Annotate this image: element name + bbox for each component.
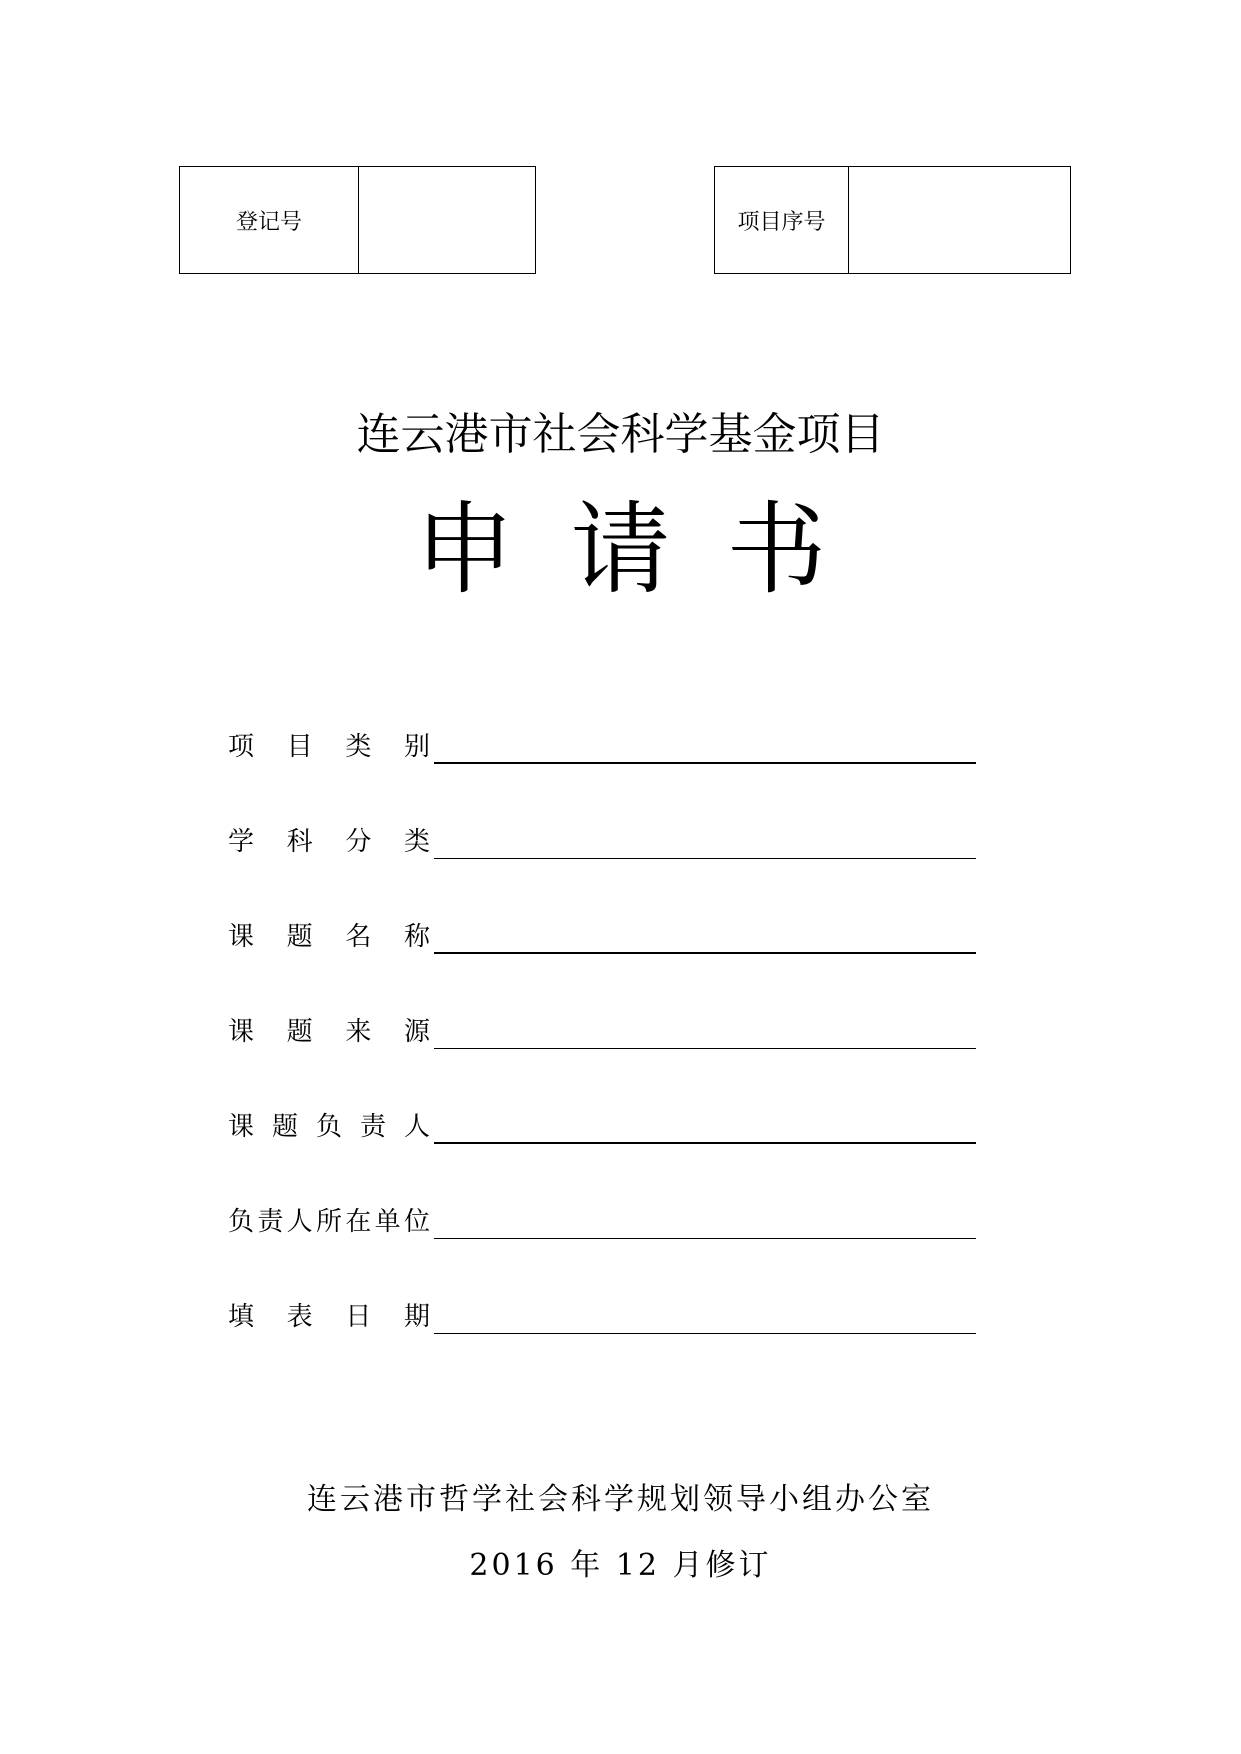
field-label-char: 所 (315, 1207, 342, 1237)
revision-date: 2016 年 12 月修订 (469, 1548, 772, 1583)
field-label-char: 题 (286, 1017, 313, 1047)
field-label-char: 别 (403, 732, 430, 762)
field-label-char: 科 (286, 827, 313, 857)
field-line-principal[interactable] (434, 1106, 976, 1144)
field-principal (228, 1100, 976, 1144)
field-line-topic-source[interactable] (434, 1012, 976, 1049)
issuing-organization: 连云港市哲学社会科学规划领导小组办公室 (307, 1482, 934, 1517)
field-label (228, 730, 430, 764)
field-label-char: 题 (286, 922, 313, 952)
field-label-char: 来 (345, 1017, 372, 1047)
field-label-char: 人 (403, 1112, 430, 1142)
registration-number-box (179, 166, 536, 274)
project-serial-field[interactable] (849, 167, 1070, 273)
field-line-project-category[interactable] (434, 726, 976, 764)
field-line-topic-name[interactable] (434, 916, 976, 954)
field-fill-date (228, 1290, 976, 1334)
field-label-char: 位 (403, 1207, 430, 1237)
field-discipline (228, 815, 976, 859)
field-label-char: 课 (228, 1017, 255, 1047)
field-label-char: 题 (271, 1112, 298, 1142)
field-label-char: 称 (403, 922, 430, 952)
field-label-char: 类 (403, 827, 430, 857)
field-label-char: 学 (228, 827, 255, 857)
field-label (228, 1300, 430, 1334)
field-label-char: 目 (286, 732, 313, 762)
document-subtitle: 连云港市社会科学基金项目 (356, 409, 885, 460)
field-label-char: 表 (286, 1302, 313, 1332)
field-label-char: 责 (359, 1112, 386, 1142)
field-topic-source (228, 1005, 976, 1049)
field-label-char: 项 (228, 732, 255, 762)
field-label-char: 名 (345, 922, 372, 952)
field-label-char: 课 (228, 922, 255, 952)
field-label-char: 填 (228, 1302, 255, 1332)
field-label (228, 1205, 430, 1239)
field-label-char: 期 (403, 1302, 430, 1332)
field-principal-unit (228, 1195, 976, 1239)
field-label-char: 日 (345, 1302, 372, 1332)
field-label-char: 责 (257, 1207, 284, 1237)
field-label-char: 在 (345, 1207, 372, 1237)
field-label (228, 1110, 430, 1144)
field-label-char: 源 (403, 1017, 430, 1047)
registration-number-field[interactable] (359, 167, 535, 273)
field-label-char: 课 (228, 1112, 255, 1142)
field-topic-name (228, 910, 976, 954)
project-serial-box (714, 166, 1071, 274)
field-label-char: 单 (374, 1207, 401, 1237)
field-line-discipline[interactable] (434, 822, 976, 859)
field-label-char: 分 (345, 827, 372, 857)
field-label (228, 825, 430, 859)
field-line-principal-unit[interactable] (434, 1202, 976, 1239)
field-project-category (228, 720, 976, 764)
field-label (228, 920, 430, 954)
document-title: 申请书 (414, 491, 883, 608)
field-label-char: 负 (228, 1207, 255, 1237)
registration-number-label: 登记号 (180, 167, 359, 273)
field-label (228, 1015, 430, 1049)
field-label-char: 人 (286, 1207, 313, 1237)
field-label-char: 负 (315, 1112, 342, 1142)
field-line-fill-date[interactable] (434, 1297, 976, 1334)
project-serial-label: 项目序号 (715, 167, 849, 273)
field-label-char: 类 (345, 732, 372, 762)
